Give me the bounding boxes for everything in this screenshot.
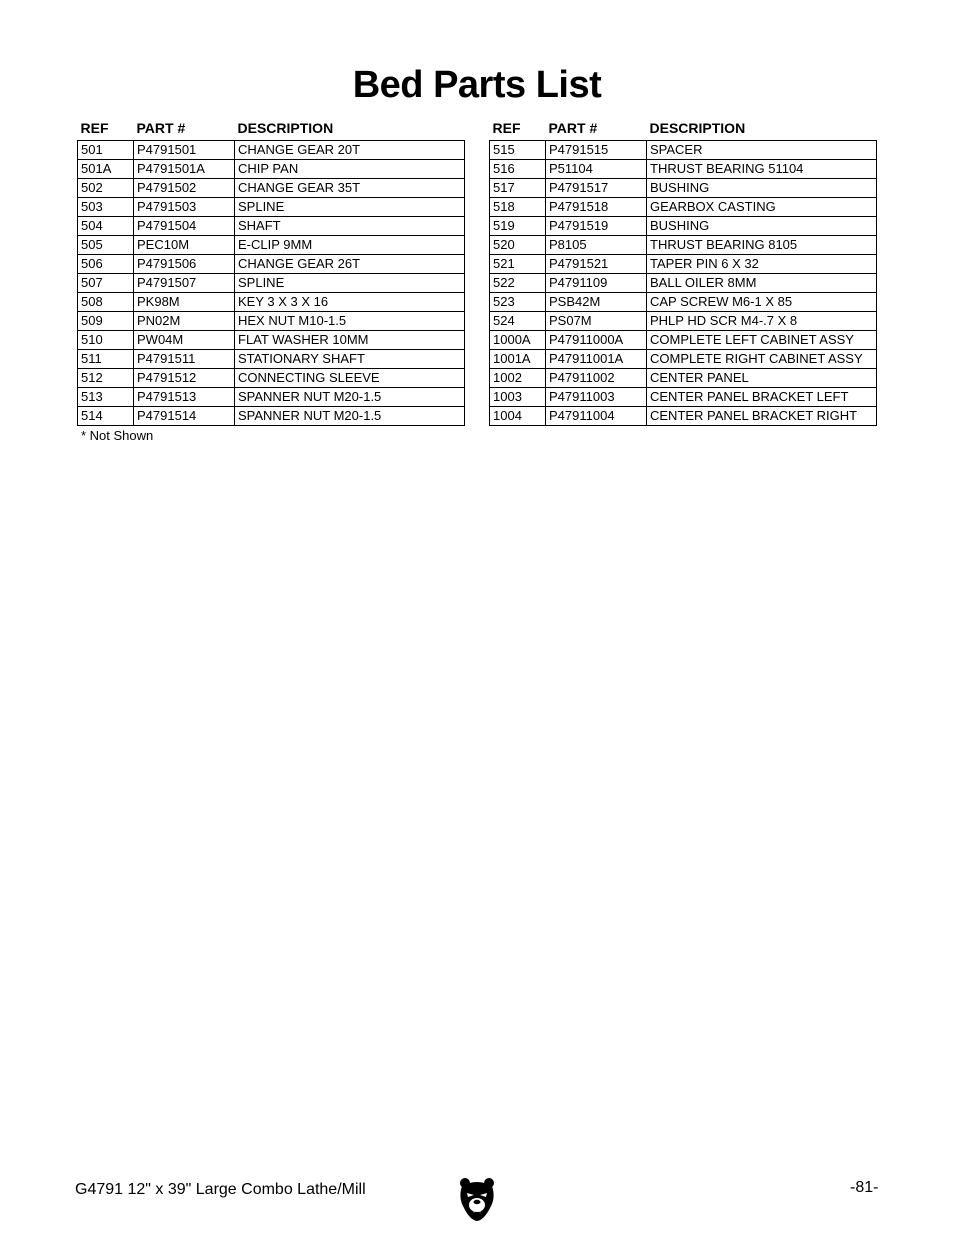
cell-part: P4791518 (546, 198, 647, 217)
cell-part: PK98M (134, 293, 235, 312)
cell-description: CHANGE GEAR 35T (235, 179, 465, 198)
cell-part: P4791507 (134, 274, 235, 293)
cell-ref: 510 (78, 331, 134, 350)
cell-description: CENTER PANEL (647, 369, 877, 388)
cell-description: THRUST BEARING 51104 (647, 160, 877, 179)
cell-part: PN02M (134, 312, 235, 331)
table-row (490, 388, 877, 407)
cell-part: PS07M (546, 312, 647, 331)
table-row (78, 179, 465, 198)
cell-part: P4791109 (546, 274, 647, 293)
cell-part: P4791517 (546, 179, 647, 198)
cell-part: PEC10M (134, 236, 235, 255)
table-row (490, 255, 877, 274)
cell-part: P47911000A (546, 331, 647, 350)
cell-part: P4791502 (134, 179, 235, 198)
parts-table-left (77, 117, 465, 426)
table-row (490, 217, 877, 236)
cell-ref: 517 (490, 179, 546, 198)
table-header-row (490, 117, 877, 141)
parts-table-right (489, 117, 877, 426)
cell-ref: 507 (78, 274, 134, 293)
header-part: PART # (136, 120, 186, 136)
cell-part: P47911004 (546, 407, 647, 426)
header-ref: REF (80, 120, 109, 136)
table-row (78, 312, 465, 331)
cell-ref: 512 (78, 369, 134, 388)
cell-part: P4791515 (546, 141, 647, 160)
page-title: Bed Parts List (352, 64, 602, 106)
table-row (78, 217, 465, 236)
table-row (78, 369, 465, 388)
cell-description: SPACER (647, 141, 877, 160)
header-part: PART # (548, 120, 598, 136)
cell-part: P4791514 (134, 407, 235, 426)
cell-part: PSB42M (546, 293, 647, 312)
cell-part: P47911001A (546, 350, 647, 369)
cell-ref: 1000A (490, 331, 546, 350)
cell-description: COMPLETE LEFT CABINET ASSY (647, 331, 877, 350)
cell-part: P4791521 (546, 255, 647, 274)
cell-part: P4791503 (134, 198, 235, 217)
footer-model: G4791 12" x 39" Large Combo Lathe/Mill (75, 1181, 366, 1198)
cell-description: SPLINE (235, 274, 465, 293)
cell-description: BALL OILER 8MM (647, 274, 877, 293)
page-number: -81- (850, 1179, 879, 1196)
cell-part: P4791504 (134, 217, 235, 236)
cell-ref: 1002 (490, 369, 546, 388)
cell-ref: 503 (78, 198, 134, 217)
table-row (78, 274, 465, 293)
cell-description: COMPLETE RIGHT CABINET ASSY (647, 350, 877, 369)
cell-description: SHAFT (235, 217, 465, 236)
cell-ref: 514 (78, 407, 134, 426)
header-description: DESCRIPTION (237, 120, 334, 136)
cell-ref: 506 (78, 255, 134, 274)
cell-description: GEARBOX CASTING (647, 198, 877, 217)
cell-ref: 505 (78, 236, 134, 255)
table-body (490, 141, 877, 426)
cell-ref: 521 (490, 255, 546, 274)
cell-part: P4791501A (134, 160, 235, 179)
table-row (490, 407, 877, 426)
cell-ref: 511 (78, 350, 134, 369)
cell-part: P4791506 (134, 255, 235, 274)
cell-description: CONNECTING SLEEVE (235, 369, 465, 388)
cell-description: E-CLIP 9MM (235, 236, 465, 255)
cell-part: P4791501 (134, 141, 235, 160)
cell-description: CHIP PAN (235, 160, 465, 179)
cell-part: P4791511 (134, 350, 235, 369)
table-row (78, 236, 465, 255)
cell-description: KEY 3 X 3 X 16 (235, 293, 465, 312)
cell-ref: 523 (490, 293, 546, 312)
table-row (78, 407, 465, 426)
cell-part: PW04M (134, 331, 235, 350)
cell-ref: 522 (490, 274, 546, 293)
table-header-row (78, 117, 465, 141)
table-row (490, 312, 877, 331)
cell-description: CENTER PANEL BRACKET RIGHT (647, 407, 877, 426)
cell-description: TAPER PIN 6 X 32 (647, 255, 877, 274)
cell-description: SPLINE (235, 198, 465, 217)
table-row (78, 198, 465, 217)
cell-part: P4791513 (134, 388, 235, 407)
header-ref: REF (492, 120, 521, 136)
cell-ref: 520 (490, 236, 546, 255)
cell-ref: 524 (490, 312, 546, 331)
table-row (78, 141, 465, 160)
cell-ref: 502 (78, 179, 134, 198)
table-row (490, 236, 877, 255)
cell-description: HEX NUT M10-1.5 (235, 312, 465, 331)
cell-part: P47911003 (546, 388, 647, 407)
cell-ref: 519 (490, 217, 546, 236)
table-row (78, 331, 465, 350)
table-row (78, 388, 465, 407)
grizzly-bear-icon (458, 1176, 496, 1222)
table-row (490, 198, 877, 217)
cell-ref: 515 (490, 141, 546, 160)
cell-description: SPANNER NUT M20-1.5 (235, 407, 465, 426)
table-row (78, 160, 465, 179)
table-row (78, 350, 465, 369)
cell-description: CAP SCREW M6-1 X 85 (647, 293, 877, 312)
cell-description: CHANGE GEAR 26T (235, 255, 465, 274)
cell-description: CHANGE GEAR 20T (235, 141, 465, 160)
cell-ref: 518 (490, 198, 546, 217)
cell-description: STATIONARY SHAFT (235, 350, 465, 369)
cell-ref: 504 (78, 217, 134, 236)
cell-description: CENTER PANEL BRACKET LEFT (647, 388, 877, 407)
footnote: * Not Shown (81, 428, 154, 443)
cell-part: P51104 (546, 160, 647, 179)
cell-ref: 508 (78, 293, 134, 312)
cell-ref: 501 (78, 141, 134, 160)
cell-part: P47911002 (546, 369, 647, 388)
cell-description: BUSHING (647, 217, 877, 236)
cell-ref: 513 (78, 388, 134, 407)
cell-ref: 509 (78, 312, 134, 331)
table-row (78, 255, 465, 274)
table-row (490, 160, 877, 179)
cell-description: FLAT WASHER 10MM (235, 331, 465, 350)
cell-description: PHLP HD SCR M4-.7 X 8 (647, 312, 877, 331)
cell-part: P4791519 (546, 217, 647, 236)
cell-part: P8105 (546, 236, 647, 255)
table-row (490, 274, 877, 293)
table-row (490, 369, 877, 388)
table-row (490, 141, 877, 160)
cell-description: BUSHING (647, 179, 877, 198)
cell-ref: 1001A (490, 350, 546, 369)
table-row (490, 179, 877, 198)
cell-ref: 1004 (490, 407, 546, 426)
cell-ref: 516 (490, 160, 546, 179)
table-body (78, 141, 465, 426)
cell-description: THRUST BEARING 8105 (647, 236, 877, 255)
table-row (490, 293, 877, 312)
table-row (78, 293, 465, 312)
cell-ref: 1003 (490, 388, 546, 407)
cell-description: SPANNER NUT M20-1.5 (235, 388, 465, 407)
cell-ref: 501A (78, 160, 134, 179)
header-description: DESCRIPTION (649, 120, 746, 136)
table-row (490, 350, 877, 369)
cell-part: P4791512 (134, 369, 235, 388)
table-row (490, 331, 877, 350)
